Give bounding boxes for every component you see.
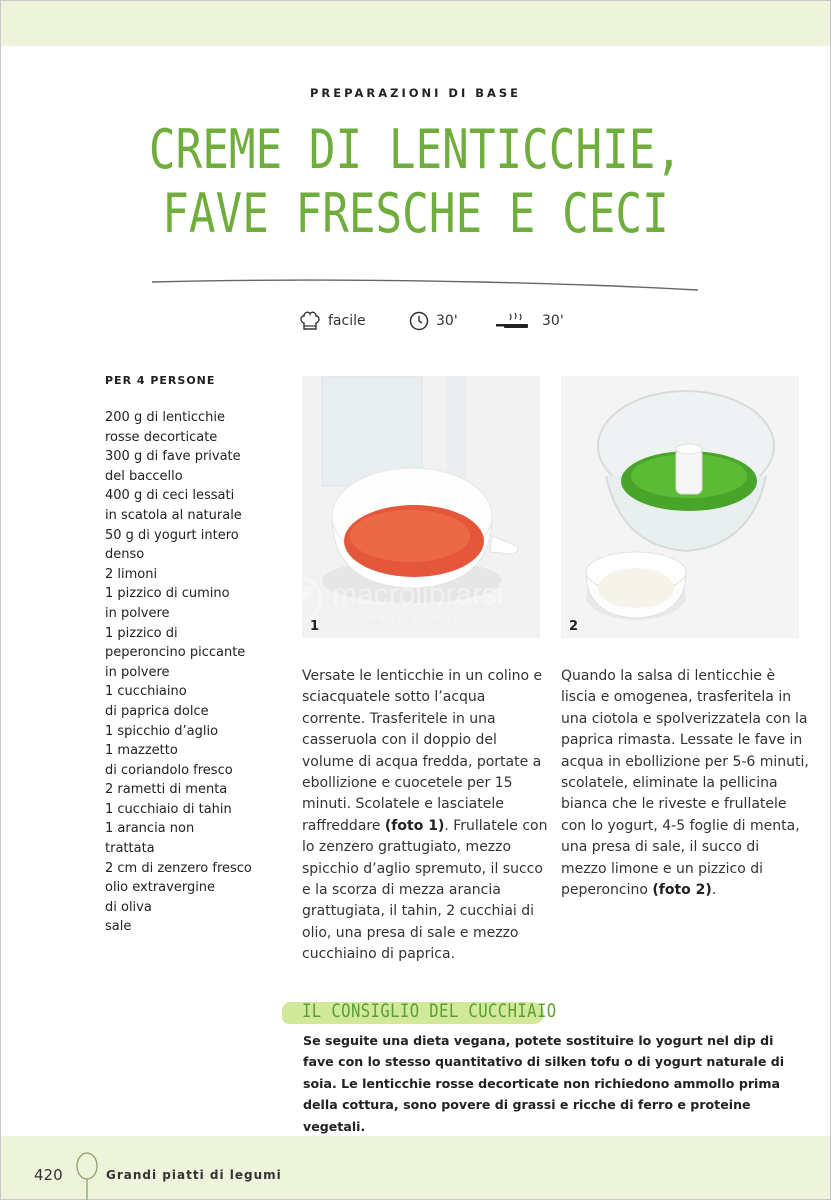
prep-time-value: 30' (436, 313, 458, 329)
ingredient-line: 400 g di ceci lessati (105, 488, 235, 504)
ingredient-line: 1 pizzico di (105, 625, 178, 641)
title-divider (150, 276, 700, 292)
step-2-body: Quando la salsa di lenticchie è liscia e omogenea, trasferitela in una ciotola e spolverizzatela con la paprica rimasta. Lessate le fave in acqua in ebollizione per 5-6 minuti, scolatele, eliminate la pellicina bianca che le riveste e frullatele con lo yogurt, 4-5 foglie di menta, una presa di sale, il succo di mezzo limone e un pizzico di peperoncino (561, 668, 809, 899)
ingredient-line: in scatola al naturale (105, 507, 242, 523)
ingredient-line: denso (105, 547, 145, 563)
ingredient-line: 1 arancia non (105, 821, 195, 837)
ingredient-line: trattata (105, 841, 155, 857)
tip-text: Se seguite una dieta vegana, potete sostituire lo yogurt nel dip di fave con lo stesso quantitativo di silken tofu o di yogurt naturale di soia. Le lenticchie rosse decorticate non richiedono ammollo prima della cottura, sono povere di grassi e ricche di ferro e proteine vegetali. (303, 1033, 785, 1134)
cook-time-info (496, 306, 564, 336)
difficulty-label: facile (328, 313, 366, 329)
difficulty-info (298, 306, 366, 336)
chef-hat-icon (298, 309, 322, 333)
tip-title: IL CONSIGLIO DEL CUCCHIAIO (302, 1000, 557, 1022)
section-kicker: PREPARAZIONI DI BASE (309, 86, 522, 100)
ingredient-line: olio extravergine (105, 880, 216, 896)
pan-icon (496, 310, 536, 332)
ingredient-line: 300 g di fave private (105, 449, 241, 465)
photo-number-2: 2 (569, 619, 579, 634)
recipe-title (75, 118, 756, 246)
photo-fava-beans (561, 376, 799, 638)
ingredient-line: 1 cucchiaio di tahin (105, 801, 232, 817)
ingredient-line: di oliva (105, 899, 152, 915)
watermark (270, 574, 570, 624)
ingredient-line: 1 pizzico di cumino (105, 586, 230, 602)
ingredient-line: 1 spicchio d’aglio (105, 723, 219, 739)
ingredient-line: in polvere (105, 664, 170, 680)
recipe-title-line2: FAVE FRESCHE E CECI (162, 182, 669, 245)
page-number: 420 (34, 1166, 63, 1184)
tip-heading (282, 1000, 557, 1026)
ingredient-line: in polvere (105, 605, 170, 621)
recipe-info-row (0, 306, 831, 336)
ingredient-line: 50 g di yogurt intero (105, 527, 239, 543)
ingredient-line: peperoncino piccante (105, 645, 246, 661)
watermark-tagline: ALTERNATIVA NATURALE (336, 614, 506, 624)
ingredients-list (105, 408, 280, 937)
ingredient-line: 200 g di lenticchie (105, 410, 226, 425)
prep-time-info (408, 306, 458, 336)
book-title: Grandi piatti di legumi (106, 1168, 282, 1182)
ingredient-line: sale (105, 919, 132, 935)
ingredient-line: del baccello (105, 468, 183, 484)
ingredient-line: 2 cm di zenzero fresco (105, 860, 252, 876)
step-1-body: Versate le lenticchie in un colino e sciacquatele sotto l’acqua corrente. Trasferitele in una casseruola con il doppio del volume di acqua fredda, portate a ebollizione e cuocetele per 15 minuti. Scolatele e lasciatele raffreddare (302, 668, 543, 834)
step-2-text (561, 666, 809, 901)
ingredient-line: 2 limoni (105, 566, 158, 582)
photo-ref-2: (foto 2) (652, 882, 712, 899)
servings-heading: PER 4 PERSONE (105, 374, 216, 387)
ingredient-line: 1 cucchiaino (105, 684, 187, 700)
spoon-icon (72, 1152, 102, 1202)
photo-ref-1: (foto 1) (384, 817, 445, 834)
ingredient-line: 2 rametti di menta (105, 782, 228, 798)
ingredient-line: 1 mazzetto (105, 743, 178, 759)
fava-processor-illustration (561, 376, 799, 638)
ingredient-line: rosse decorticate (105, 429, 218, 445)
leaf-logo-icon (270, 574, 326, 624)
cook-time-value: 30' (542, 313, 564, 329)
step-2-end: . (711, 882, 717, 899)
ingredient-line: di paprica dolce (105, 703, 209, 719)
page-footer (0, 1166, 831, 1192)
step-1-body-cont: . Frullatele con lo zenzero grattugiato, mezzo spicchio d’aglio spremuto, il succo e la scorza di mezza arancia grattugiata, il tahin, 2 cucchiai di olio, una presa di sale e mezzo cucchiaino di paprica. (302, 817, 548, 963)
step-1-text (302, 666, 550, 966)
clock-icon (408, 310, 430, 332)
recipe-title-line1: CREME DI LENTICCHIE, (148, 118, 683, 181)
watermark-name: macrolibrarsi (332, 578, 504, 611)
ingredient-line: di coriandolo fresco (105, 762, 233, 778)
photo-number-1: 1 (310, 619, 320, 634)
